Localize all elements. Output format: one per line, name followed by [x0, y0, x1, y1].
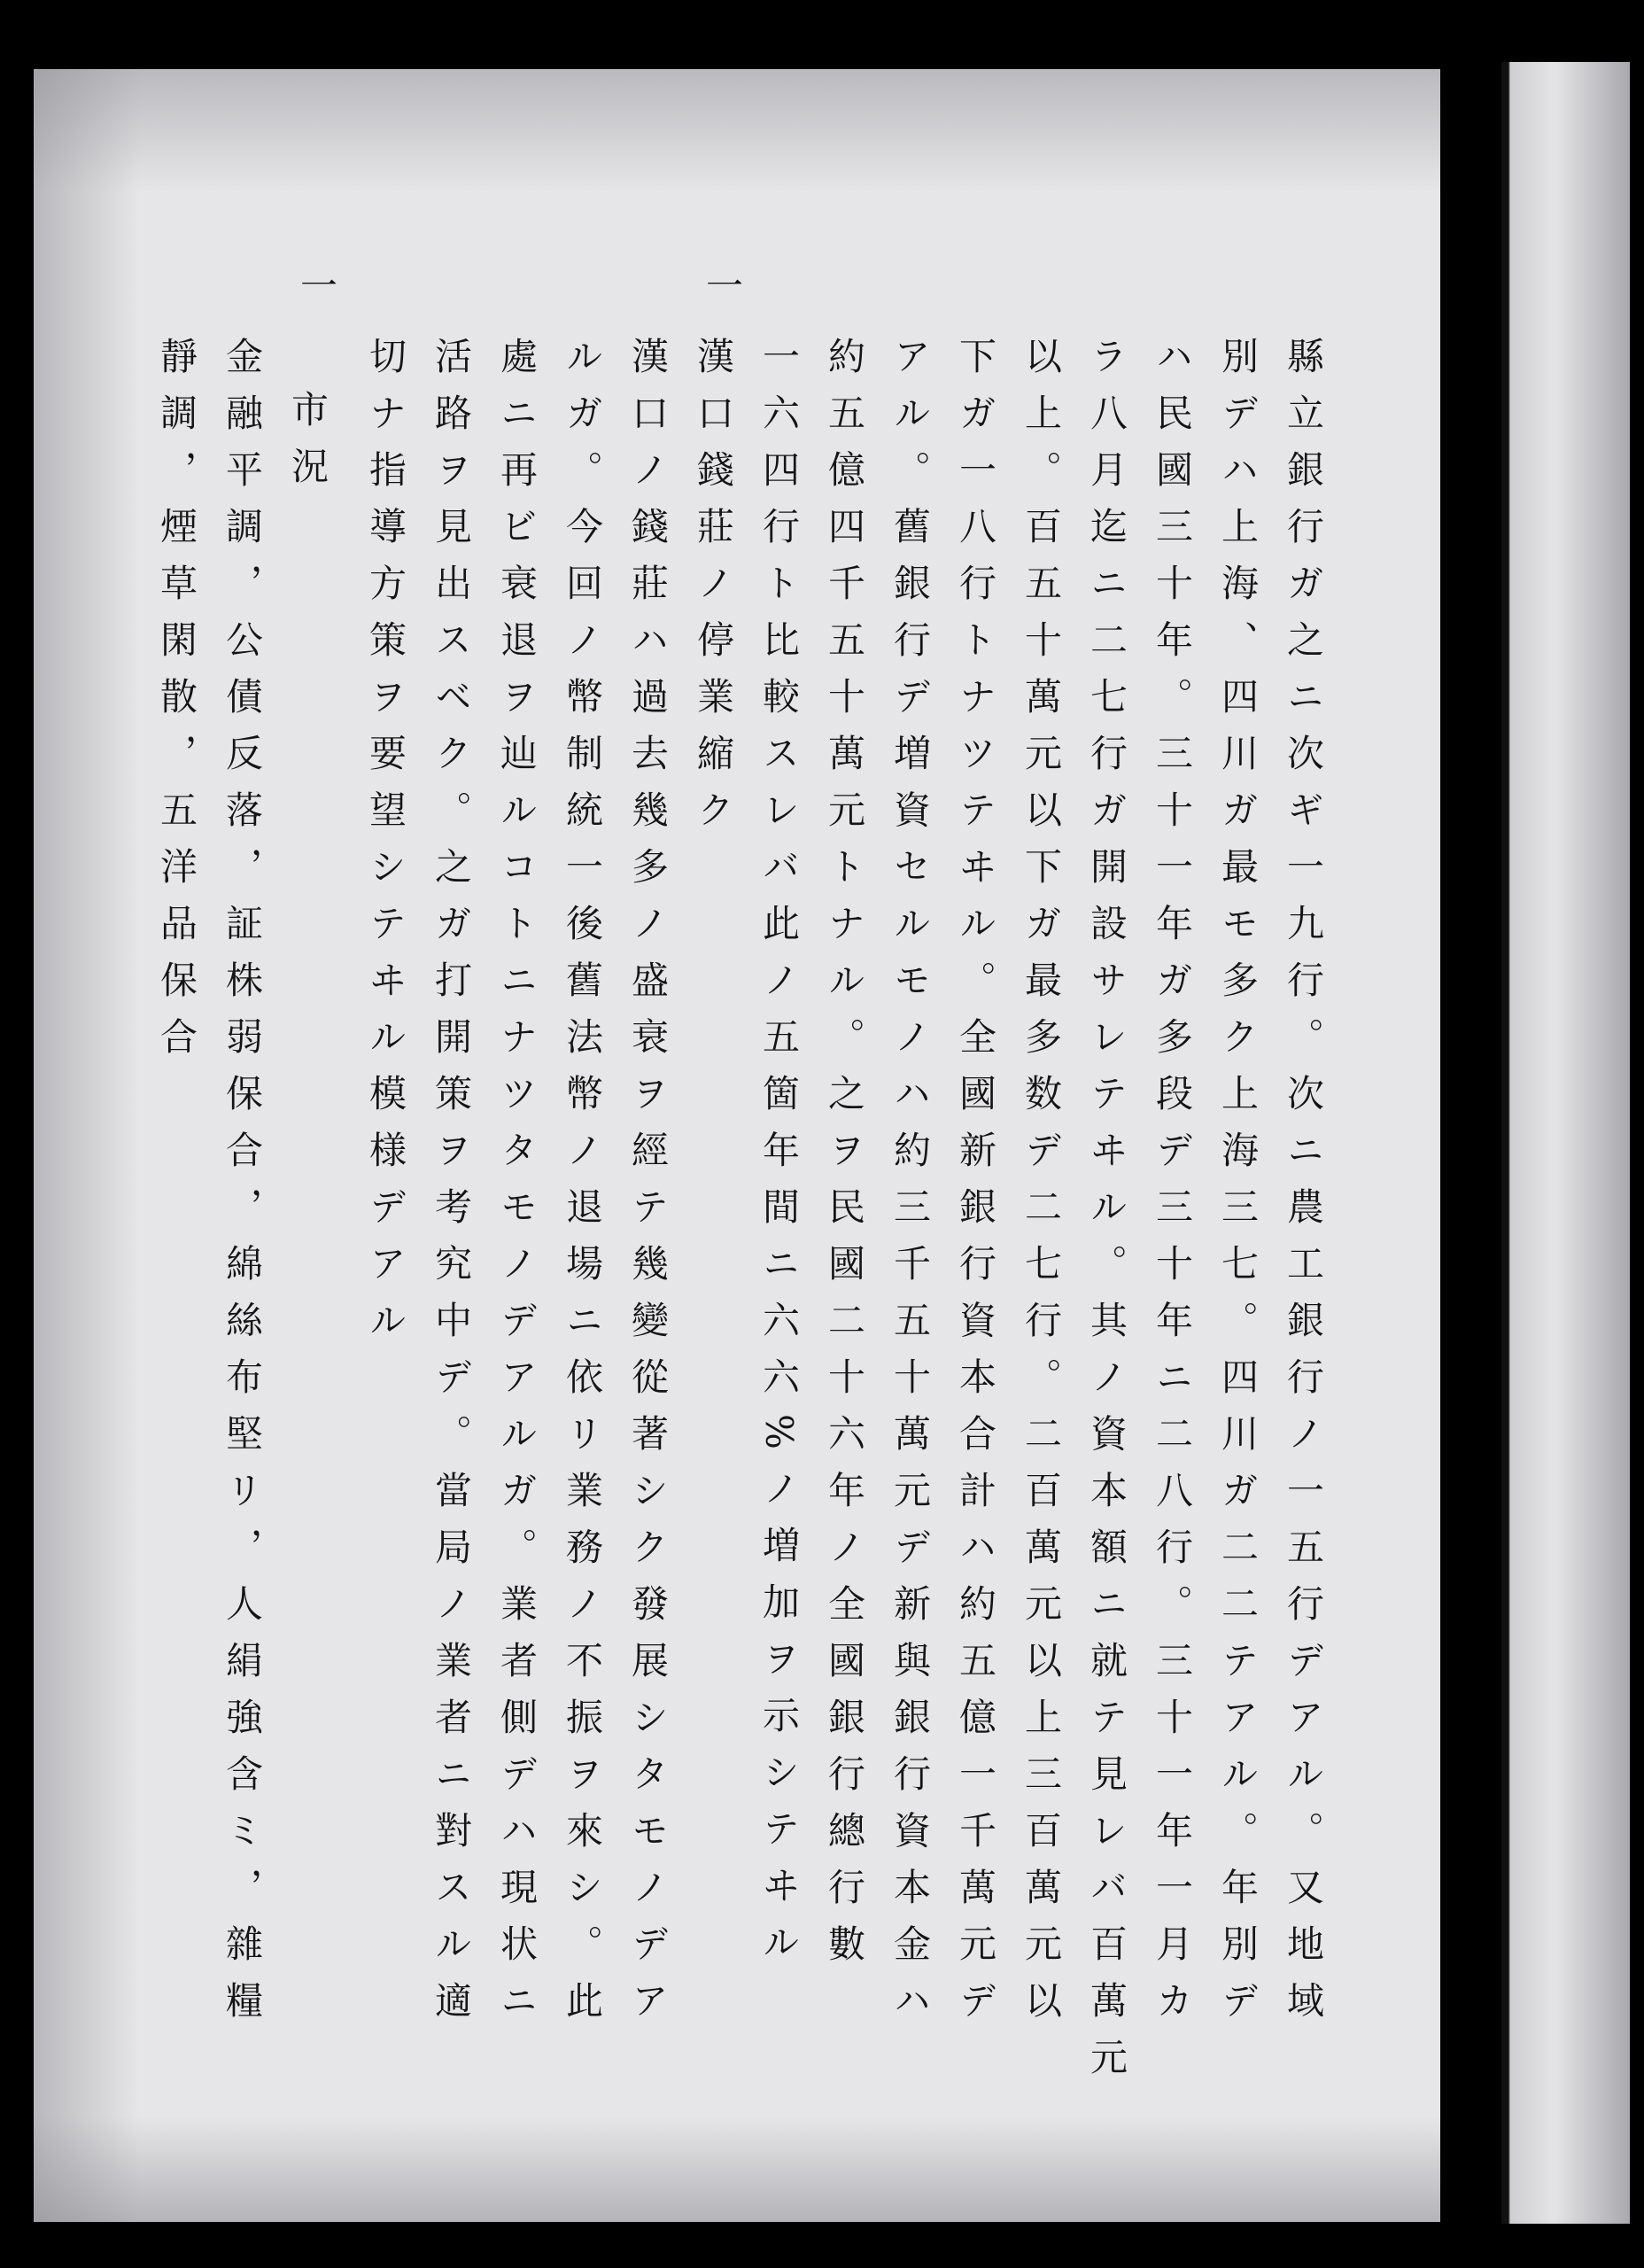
scan-noise-left [34, 69, 140, 2222]
scan-noise-top [34, 69, 1440, 193]
text-column-12: ルガ。今回ノ幣制統一後舊法幣ノ退場ニ依リ業務ノ不振ヲ來シ。此 [561, 337, 604, 2038]
text-column-14: 活路ヲ見出スベク。之ガ打開策ヲ考究中デ。當局ノ業者ニ對スル適 [430, 337, 473, 2038]
text-column-2: 別デハ上海、四川ガ最モ多ク上海三七。四川ガ二二テアル。年別デ [1216, 337, 1260, 2038]
text-column-6: 下ガ一八行トナツテヰル。全國新銀行資本合計ハ約五億一千萬元デ [954, 337, 997, 2038]
section-marker-1: 一 [701, 266, 744, 303]
text-column-7: アル。舊銀行デ増資セルモノハ約三千五十萬元デ新與銀行資本金ハ [888, 337, 932, 2038]
text-column-8: 約五億四千五十萬元トナル。之ヲ民國二十六年ノ全國銀行總行數 [823, 337, 866, 1981]
text-column-9: 一六四行ト比較スレバ此ノ五箇年間ニ六六%ノ増加ヲ示シテヰル [757, 337, 801, 1979]
text-column-4: ラ八月迄ニ二七行ガ開設サレテヰル。其ノ資本額ニ就テ見レバ百萬元 [1085, 337, 1128, 2094]
text-column-13: 處ニ再ビ衰退ヲ辿ルコトニナツタモノデアルガ。業者側デハ現状ニ [495, 337, 539, 2038]
scan-noise-bottom [34, 2116, 1440, 2222]
section-heading-market: 市況 [286, 390, 330, 503]
section-marker-2: 一 [295, 266, 338, 303]
facing-page-edge [1501, 62, 1630, 2224]
section-heading-hankou: 漢口錢莊ノ停業縮ク [692, 337, 735, 847]
text-column-15: 切ナ指導方策ヲ要望シテヰル模様デアル [364, 337, 407, 1357]
text-column-5: 以上。百五十萬元以下ガ最多数デ二七行。二百萬元以上三百萬元以 [1020, 337, 1063, 2038]
text-column-1: 縣立銀行ガ之ニ次ギ一九行。次ニ農工銀行ノ一五行デアル。又地域 [1282, 337, 1325, 2038]
text-column-18: 靜調，煙草閑散，五洋品保合 [155, 337, 198, 1074]
text-column-17: 金融平調，公債反落，証株弱保合，綿絲布堅リ，人絹強含ミ，雜糧 [221, 337, 264, 2038]
text-column-11: 漢口ノ錢莊ハ過去幾多ノ盛衰ヲ經テ幾變從著シク發展シタモノデア [626, 337, 670, 2038]
text-column-3: ハ民國三十年。三十一年ガ多段デ三十年ニ二八行。三十一年一月カ [1151, 337, 1194, 2038]
